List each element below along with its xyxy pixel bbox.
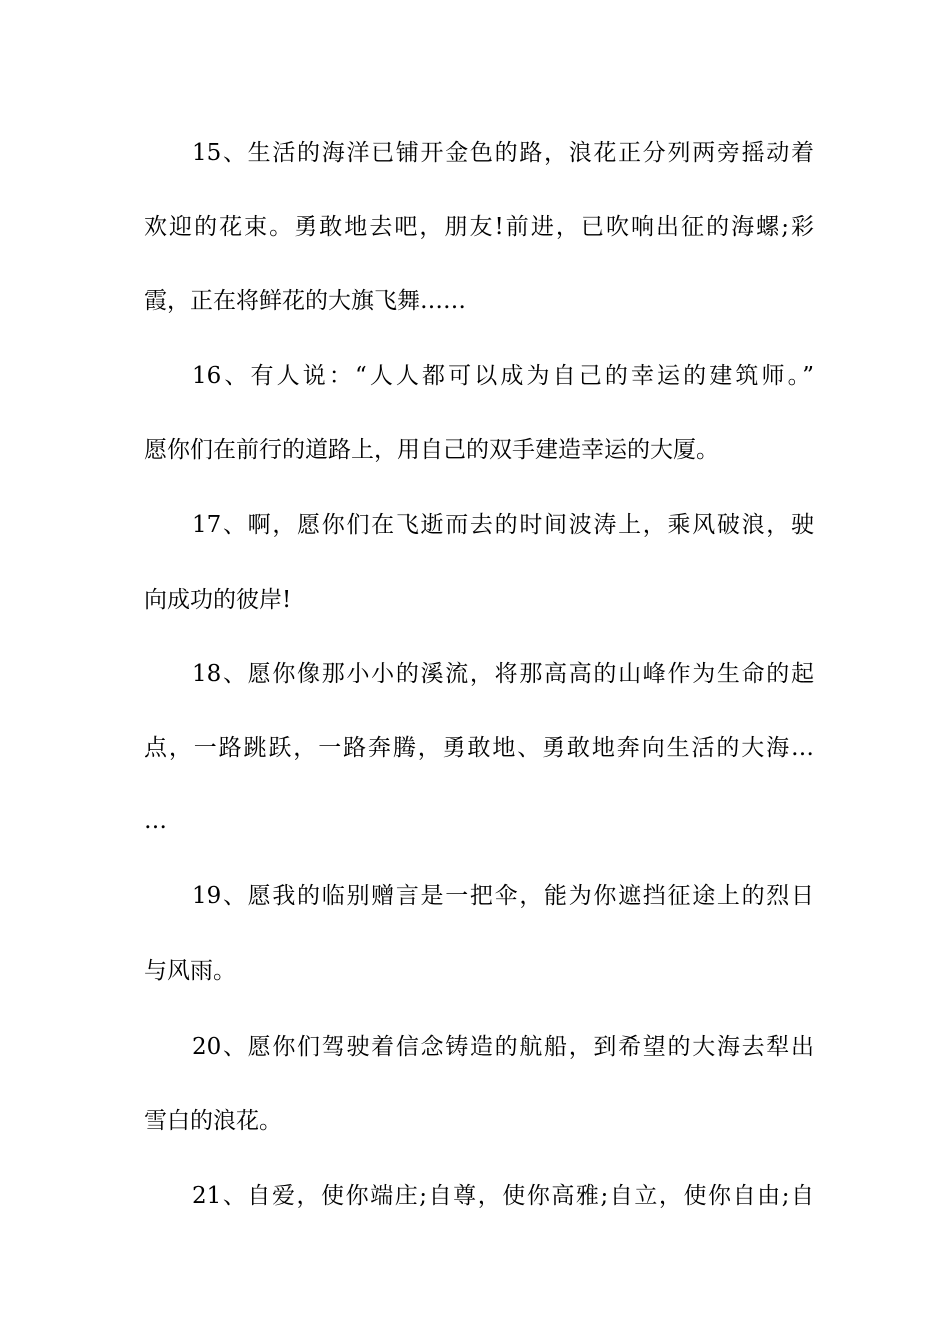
paragraph-18-line-3: … — [144, 808, 167, 834]
paragraph-17-line-1: 17、啊，愿你们在飞逝而去的时间波涛上，乘风破浪，驶 — [192, 512, 814, 538]
paragraph-20-line-1: 20、愿你们驾驶着信念铸造的航船，到希望的大海去犁出 — [192, 1034, 814, 1060]
paragraph-19-line-2: 与风雨。 — [144, 958, 236, 984]
paragraph-19-line-1: 19、愿我的临别赠言是一把伞，能为你遮挡征途上的烈日 — [192, 883, 814, 909]
paragraph-15-line-3: 霞，正在将鲜花的大旗飞舞…… — [144, 288, 466, 314]
paragraph-16-line-1: 16、有人说：“人人都可以成为自己的幸运的建筑师。” — [192, 363, 814, 389]
paragraph-16-line-2: 愿你们在前行的道路上，用自己的双手建造幸运的大厦。 — [144, 437, 719, 463]
paragraph-15-line-2: 欢迎的花束。勇敢地去吧，朋友!前进，已吹响出征的海螺;彩 — [144, 214, 814, 240]
paragraph-18-line-1: 18、愿你像那小小的溪流，将那高高的山峰作为生命的起 — [192, 661, 814, 687]
paragraph-20-line-2: 雪白的浪花。 — [144, 1108, 282, 1134]
paragraph-18-line-2: 点，一路跳跃，一路奔腾，勇敢地、勇敢地奔向生活的大海… — [144, 735, 814, 761]
paragraph-15-line-1: 15、生活的海洋已铺开金色的路，浪花正分列两旁摇动着 — [192, 140, 814, 166]
paragraph-17-line-2: 向成功的彼岸! — [144, 587, 292, 613]
paragraph-21-line-1: 21、自爱，使你端庄;自尊，使你高雅;自立，使你自由;自 — [192, 1183, 814, 1209]
